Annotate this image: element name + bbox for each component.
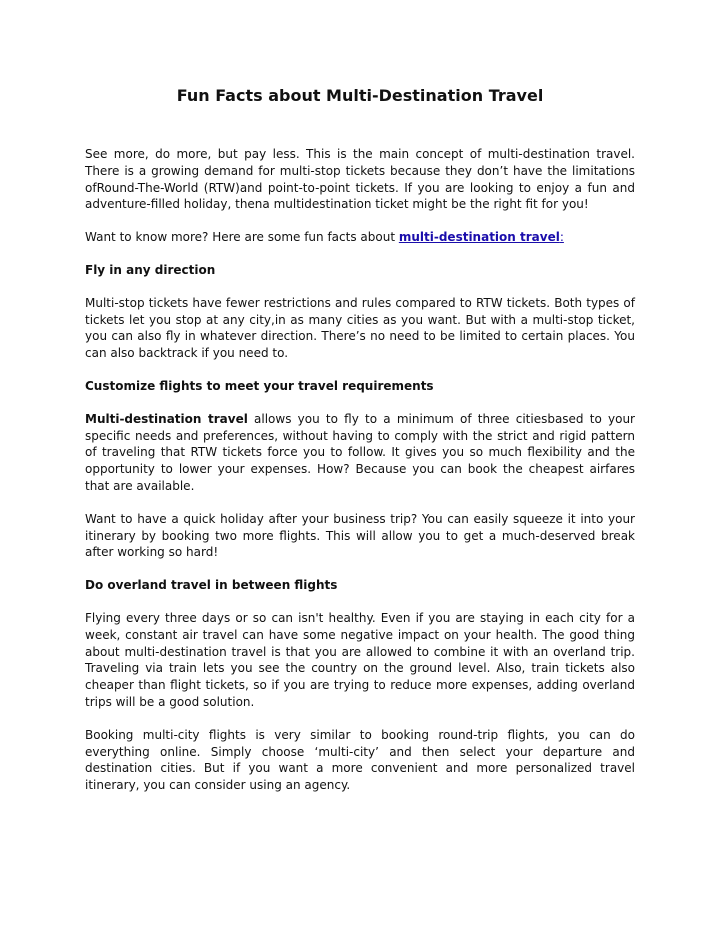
spacer <box>85 108 635 146</box>
spacer <box>85 246 635 262</box>
spacer <box>85 561 635 577</box>
spacer <box>85 395 635 411</box>
intro-link-colon: : <box>559 230 564 245</box>
spacer <box>85 594 635 610</box>
section-heading-fly-any-direction: Fly in any direction <box>85 262 216 277</box>
spacer <box>85 711 635 727</box>
document-page <box>85 0 635 794</box>
spacer <box>85 213 635 229</box>
section-heading-overland-travel: Do overland travel in between flights <box>85 578 338 593</box>
page-title: Fun Facts about Multi-Destination Travel <box>176 86 544 105</box>
intro-link-paragraph <box>85 229 635 246</box>
section-heading-customize-flights: Customize flights to meet your travel requirements <box>85 378 434 393</box>
section2-paragraph-1-text: allows you to fly to a minimum of three citiesbased to your specific needs and preferences, without having to comply with the strict and rigid pattern of traveling that RTW tickets force you to follow. It gives you so much flexibility and the opportunity to lower your expenses. How? Because you can book the cheapest airfares that are available. <box>85 411 635 493</box>
section2-paragraph-1 <box>85 411 635 495</box>
multi-destination-travel-link[interactable]: multi-destination travel <box>398 230 560 245</box>
section3-paragraph-2: Booking multi-city flights is very similar to booking round-trip flights, you can do everything online. Simply choose ‘multi-city’ and then select your departure and destination cities. But if you want a more convenient and more personalized travel itinerary, you can consider using an agency. <box>85 727 635 793</box>
spacer <box>85 362 635 378</box>
intro-link-prefix: Want to know more? Here are some fun facts about <box>85 230 399 245</box>
section2-bold-phrase: Multi-destination travel <box>85 411 248 426</box>
section2-paragraph-2: Want to have a quick holiday after your business trip? You can easily squeeze it into your itinerary by booking two more flights. This will allow you to get a much-deserved break after working so hard! <box>85 511 635 560</box>
section3-paragraph-1: Flying every three days or so can isn't healthy. Even if you are staying in each city for a week, constant air travel can have some negative impact on your health. The good thing about multi-destination travel is that you are allowed to combine it with an overland trip. Traveling via train lets you see the country on the ground level. Also, train tickets also cheaper than flight tickets, so if you are trying to reduce more expenses, adding overland trips will be a good solution. <box>85 610 635 709</box>
intro-paragraph: See more, do more, but pay less. This is the main concept of multi-destination travel. There is a growing demand for multi-stop tickets because they don’t have the limitations ofRound-The-World (RTW)and point-to-point tickets. If you are looking to enjoy a fun and adventure-filled holiday, thena multidestination ticket might be the right fit for you! <box>85 147 635 212</box>
section1-paragraph: Multi-stop tickets have fewer restrictions and rules compared to RTW tickets. Both types of tickets let you stop at any city,in as many cities as you want. But with a multi-stop ticket, you can also fly in whatever direction. There’s no need to be limited to certain places. You can also backtrack if you need to. <box>85 295 635 361</box>
spacer <box>85 279 635 295</box>
spacer <box>85 495 635 511</box>
